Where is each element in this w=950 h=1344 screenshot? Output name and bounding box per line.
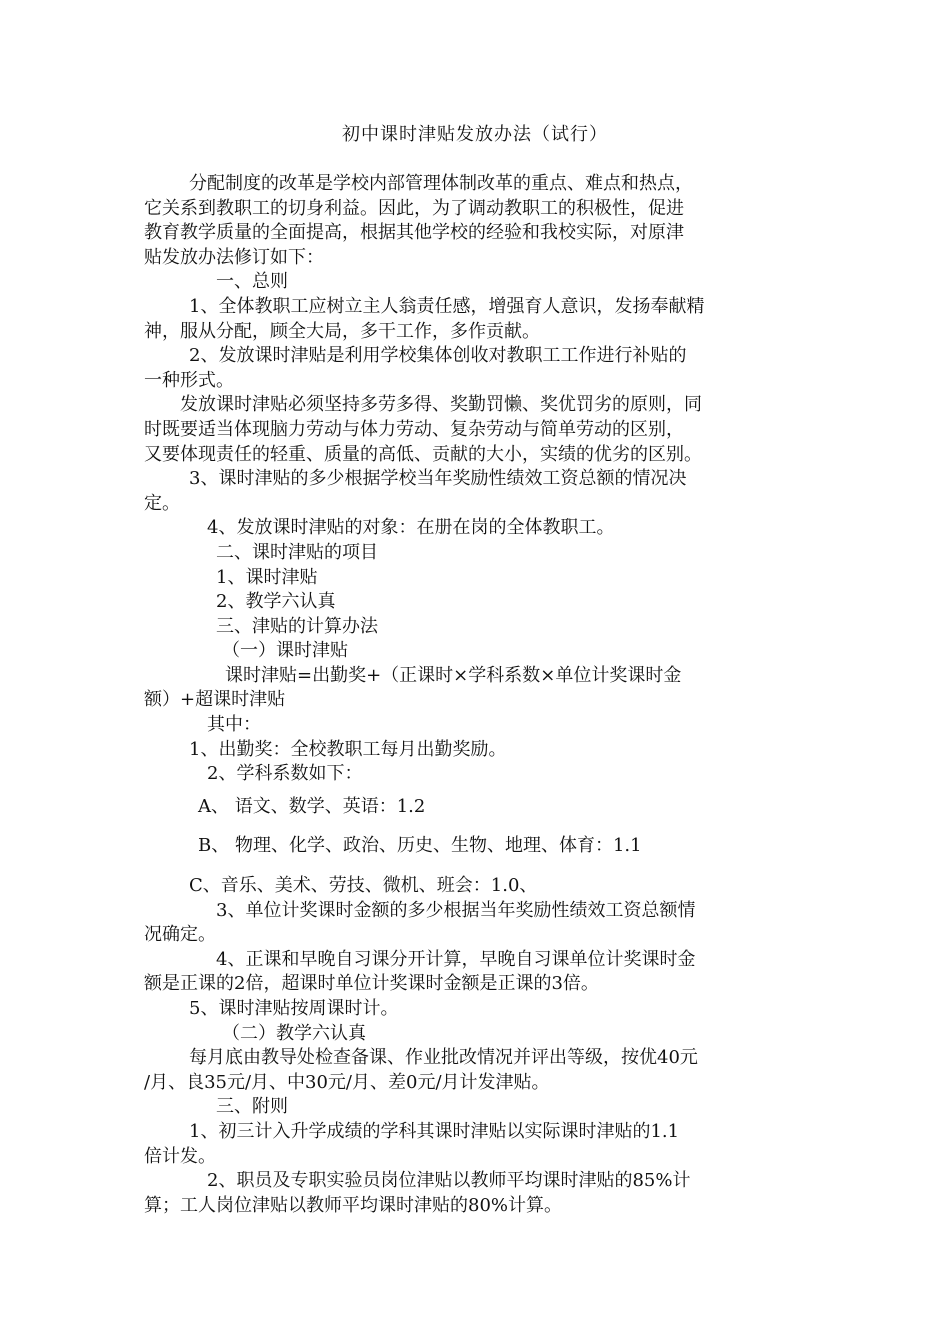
text-line: 5、课时津贴按周课时计。 bbox=[189, 998, 399, 1019]
text-line: 贴发放办法修订如下： bbox=[144, 246, 324, 268]
section-heading: 二、课时津贴的项目 bbox=[216, 541, 378, 563]
text-line: 1、初三计入升学成绩的学科其课时津贴以实际课时津贴的1.1 bbox=[189, 1120, 680, 1142]
formula-line: 额）+超课时津贴 bbox=[144, 689, 286, 711]
text-line: 其中： bbox=[207, 714, 261, 736]
text-line: 一种形式。 bbox=[144, 369, 234, 391]
text-line: /月、良35元/月、中30元/月、差0元/月计发津贴。 bbox=[144, 1071, 550, 1093]
text-line: 4、正课和早晚自习课分开计算，早晚自习课单位计奖课时金 bbox=[216, 948, 696, 970]
text-line: 分配制度的改革是学校内部管理体制改革的重点、难点和热点， bbox=[189, 173, 693, 194]
text-line: C、音乐、美术、劳技、微机、班会：1.0、 bbox=[189, 875, 538, 897]
text-line: 2、教学六认真 bbox=[216, 591, 336, 613]
text-line: 2、学科系数如下： bbox=[207, 763, 363, 785]
document-body bbox=[144, 172, 809, 1218]
text-line: A、 语文、数学、英语：1.2 bbox=[198, 795, 426, 817]
subsection-heading: （一）课时津贴 bbox=[222, 640, 348, 662]
text-line: 发放课时津贴必须坚持多劳多得、奖勤罚懒、奖优罚劣的原则，同 bbox=[180, 394, 702, 416]
text-line: 2、职员及专职实验员岗位津贴以教师平均课时津贴的85%计 bbox=[207, 1170, 691, 1192]
text-line: 2、发放课时津贴是利用学校集体创收对教职工工作进行补贴的 bbox=[189, 345, 687, 367]
text-line: 1、课时津贴 bbox=[216, 566, 318, 588]
text-line: 倍计发。 bbox=[144, 1145, 216, 1167]
text-line: 3、课时津贴的多少根据学校当年奖励性绩效工资总额的情况决 bbox=[189, 468, 687, 490]
text-line: 又要体现责任的轻重、质量的高低、贡献的大小，实绩的优劣的区别。 bbox=[144, 443, 702, 465]
text-line: 它关系到教职工的切身利益。因此，为了调动教职工的积极性，促进 bbox=[144, 197, 684, 219]
text-line: B、 物理、化学、政治、历史、生物、地理、体育：1.1 bbox=[198, 835, 642, 857]
text-line: 神，服从分配，顾全大局，多干工作，多作贡献。 bbox=[144, 320, 540, 342]
text-line: 额是正课的2倍，超课时单位计奖课时金额是正课的3倍。 bbox=[144, 973, 599, 995]
text-line: 每月底由教导处检查备课、作业批改情况并评出等级，按优40元 bbox=[189, 1047, 698, 1069]
text-line: 教育教学质量的全面提高，根据其他学校的经验和我校实际，对原津 bbox=[144, 222, 684, 244]
text-line: 3、单位计奖课时金额的多少根据当年奖励性绩效工资总额情 bbox=[216, 899, 696, 921]
subsection-heading: （二）教学六认真 bbox=[222, 1022, 366, 1044]
formula-line: 课时津贴=出勤奖+（正课时×学科系数×单位计奖课时金 bbox=[225, 664, 682, 686]
text-line: 算；工人岗位津贴以教师平均课时津贴的80%计算。 bbox=[144, 1194, 563, 1216]
text-line: 4、发放课时津贴的对象：在册在岗的全体教职工。 bbox=[207, 517, 615, 539]
text-line: 定。 bbox=[144, 492, 180, 514]
section-heading: 一、总则 bbox=[216, 271, 288, 293]
section-heading: 三、津贴的计算办法 bbox=[216, 615, 378, 637]
text-line: 时既要适当体现脑力劳动与体力劳动、复杂劳动与简单劳动的区别， bbox=[144, 418, 684, 440]
text-line: 1、全体教职工应树立主人翁责任感，增强育人意识，发扬奉献精 bbox=[189, 295, 705, 317]
text-line: 况确定。 bbox=[144, 924, 216, 946]
text-line: 1、出勤奖：全校教职工每月出勤奖励。 bbox=[189, 738, 507, 760]
section-heading: 三、附则 bbox=[216, 1096, 288, 1118]
document-title: 初中课时津贴发放办法（试行） bbox=[342, 124, 608, 145]
